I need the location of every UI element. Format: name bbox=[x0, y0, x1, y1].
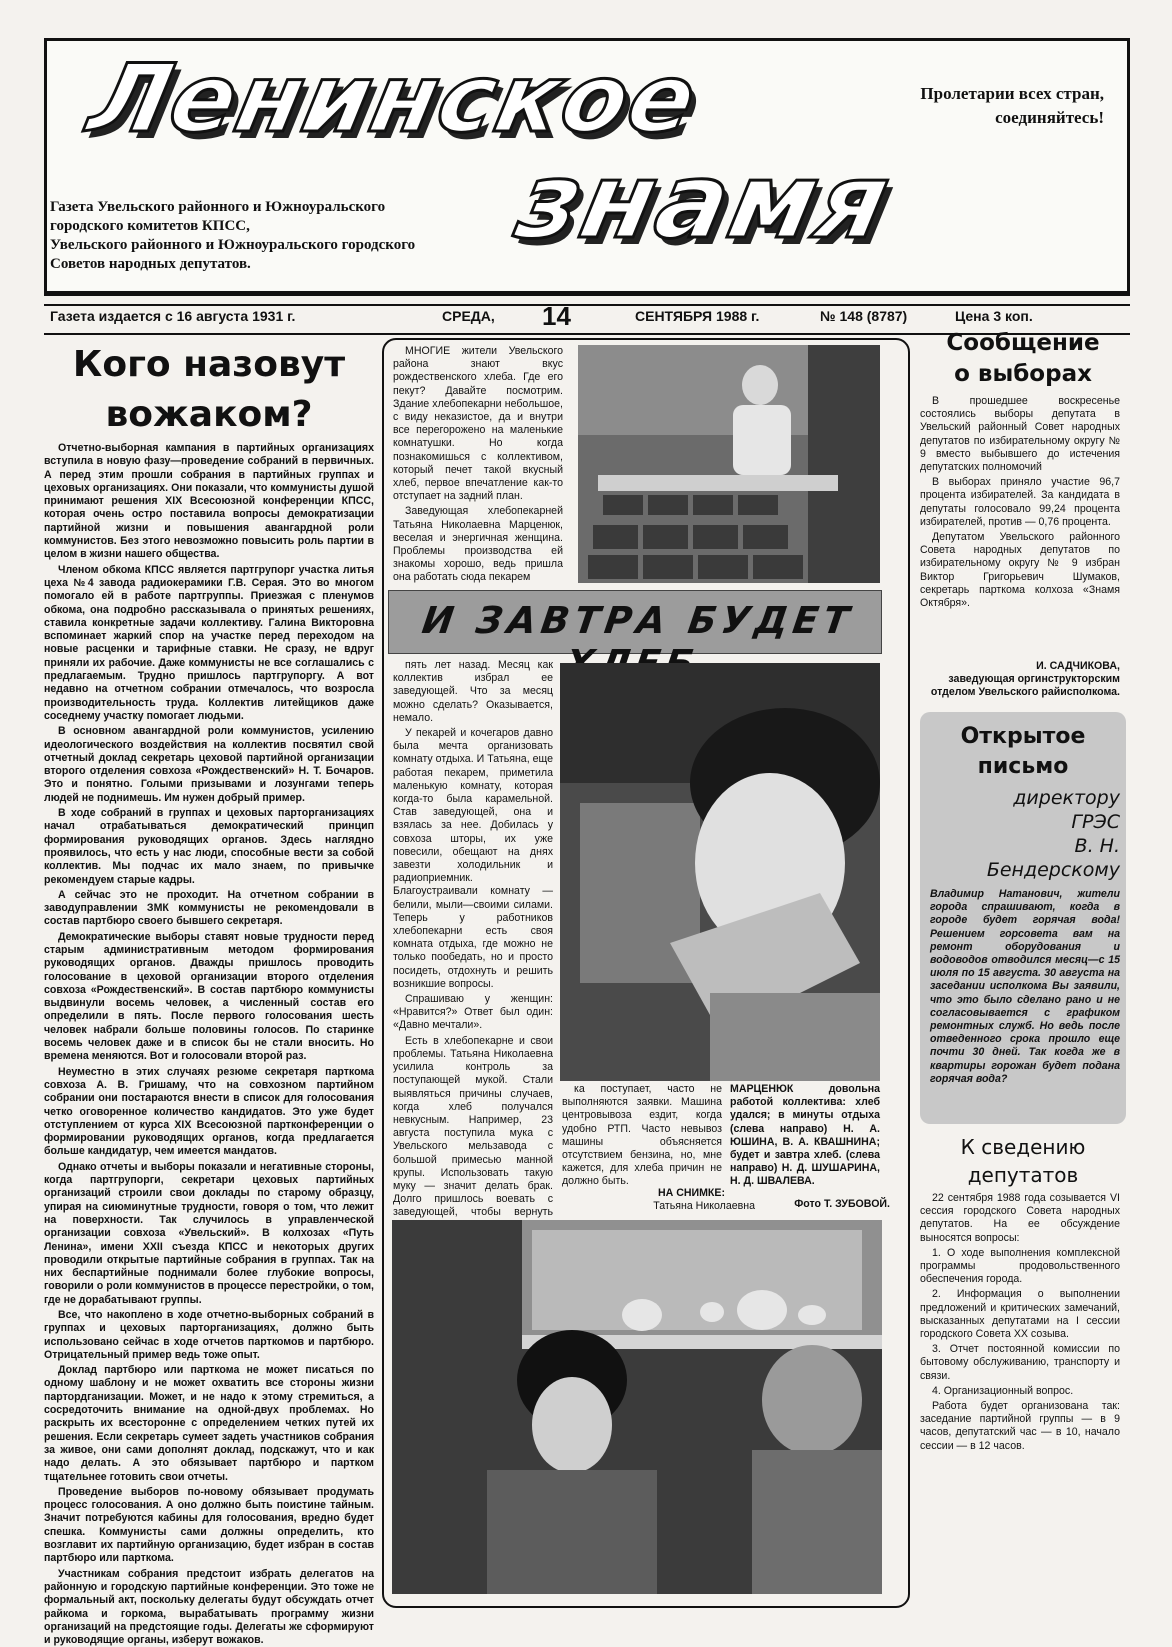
paragraph: Спрашиваю у женщин: «Нравится?» Ответ был один: «Давно мечтали». bbox=[393, 993, 553, 1032]
deputies-body bbox=[920, 1192, 1120, 1592]
newspaper-title-line1: Ленинское bbox=[80, 45, 708, 154]
paragraph: Доклад партбюро или парткома не может писаться по одному шаблону и не может охватить все стороны жизни партордганизации. Может, и не надо к этому стремиться, а сосредоточить внимание на одной-двух проблемах. Но раскрыть их всесторонне с определением четких путей их решения. Если секретарь сумеет задеть участников собрания за живое, они сами дополнят доклад, подскажут, что и как надо делать. А это обязывает партбюро и партком тщательнее готовить свои отчеты. bbox=[44, 1364, 374, 1483]
paragraph: А сейчас это не проходит. На отчетном собрании в заводуправлении ЗМК коммунисты не рекомендовали в состав партбюро своего бывшего секретаря. bbox=[44, 888, 374, 928]
paragraph: Есть в хлебопекарне и свои проблемы. Татьяна Николаевна усилила контроль за поступающей мукой. Стали выявляться причины случаев, когда хлеб получался невкусным. Например, 23 августа поступила мука с Увельского мельзавода с большой примесью манной крупы. Использовать такую муку — значит делать брак. Долго пришлось воевать с заведующей, чтобы вернуть bbox=[393, 1034, 553, 1219]
center-text-middle bbox=[393, 659, 553, 1219]
rest-room-photo bbox=[392, 1220, 882, 1594]
paragraph: Демократические выборы ставят новые трудности перед старым административным методом формирования руководящих органов. Дважды пришлось проводить голосование в цеховой организации второго отделения совхоза «Рождественский». В состав партбюро коммунисты выдвинули восемь человек, а численный состав его определили в пять. После первого голосования шесть человек набрали больше половины голосов. По старинке восемь человек даже и в список бы не стали вносить. Но времена меняются. Вот и голосовали второй раз. bbox=[44, 930, 374, 1063]
elections-body bbox=[920, 395, 1120, 645]
addressee-line: В. Н. bbox=[1074, 835, 1120, 857]
paragraph: 22 сентября 1988 года созывается VI сессия городского Совета народных депутатов. На ее обсуждение выносятся вопросы: bbox=[920, 1192, 1120, 1244]
paragraph: Участникам собрания предстоит избрать делегатов на районную и городскую партийные конференции. Это тоже не формальный акт, поскольку делегаты будут обсуждать отчет райкома и горкома, вырабатывать программу жизни организаций на предстоящие годы. Делегаты же сформируют и руководящие органы, изберут вожаков. bbox=[44, 1567, 374, 1647]
price: Цена 3 коп. bbox=[955, 308, 1033, 324]
bakery-photo bbox=[578, 345, 880, 583]
center-headline: И ЗАВТРА БУДЕТ bbox=[419, 599, 857, 642]
paragraph: МНОГИЕ жители Увельского района знают вкус рождественского хлеба. Где его пекут? Давайте посмотрим. Здание хлебопекарни небольшое, с виду неказистое, да и внутри все перегорожено на маленькие комнатушки. Но когда познакомишься с коллективом, который печет такой вкусный хлеб, первое впечатление как-то отступает на задний план. bbox=[393, 345, 563, 503]
publisher-line: Газета Увельского районного и Южноуральского bbox=[50, 199, 386, 215]
open-letter-addressee bbox=[920, 786, 1120, 882]
day-number: 14 bbox=[542, 301, 571, 331]
center-text-b2 bbox=[562, 1083, 722, 1191]
deputies-title bbox=[918, 1133, 1128, 1189]
paragraph: В прошедшее воскресенье состоялись выборы депутата в Увельский районный Совет народных депутатов по избирательному округу № 9 вместо выбывшего до истечения депутатских полномочий bbox=[920, 395, 1120, 474]
paragraph: Заведующая хлебопекарней Татьяна Николаевна Марценюк, веселая и энергичная женщина. Проблемы производства ей знакомы хорошо, ведь пришла она работать сюда пекарем bbox=[393, 505, 563, 584]
center-text-top bbox=[393, 345, 563, 585]
open-letter-body: Владимир Натанович, жители города спрашивают, когда в городе будет горячая вода! Решением горсовета вам на ремонт оборудования и водоводов отводился месяц—с 15 июля по 15 августа. 30 августа на заседании исполкома Вы заявили, что это было сделано рано и не согласовывается с графиком ремонтных служб. Но ведь после отведенного срока прошло еще почти 30 дней. Так когда же в квартиры горожан будет подана горячая вода? bbox=[930, 888, 1120, 1085]
publisher-line: Советов народных депутатов. bbox=[50, 256, 251, 272]
paragraph: Депутатом Увельского районного Совета народных депутатов по избирательному округу № 9 избран Виктор Григорьевич Шумаков, секретарь парткома колхоза «Знамя Октября». bbox=[920, 531, 1120, 610]
photo-caption: МАРЦЕНЮК довольна работой коллектива: хлеб удался; в минуты отдыха (слева направо) Н. А. ЮШИНА, В. А. КВАШНИНА; будет и завтра хлеб. (слева направо) Н. Д. ШУШАРИНА, Н. Д. ШВАЛЕВА. bbox=[730, 1083, 880, 1188]
paragraph: В выборах приняло участие 96,7 процента избирателей. За кандидата в депутаты голосовало 99,24 процента избирателей, против — 0,76 процента. bbox=[920, 476, 1120, 528]
center-headline-banner bbox=[388, 590, 882, 654]
paragraph: 1. О ходе выполнения комплексной программы продовольственного обеспечения города. bbox=[920, 1246, 1120, 1286]
deputies-title-line1: К сведению bbox=[960, 1135, 1086, 1159]
motto bbox=[920, 82, 1104, 130]
elections-signature: И. САДЧИКОВА, bbox=[1036, 660, 1120, 672]
photo-credit: Фото Т. ЗУБОВОЙ. bbox=[794, 1198, 890, 1210]
left-title-line1: Кого назовут bbox=[72, 344, 346, 385]
caption-label: НА СНИМКЕ: bbox=[657, 1187, 725, 1199]
paragraph: 3. Отчет постоянной комиссии по бытовому обслуживанию, транспорту и связи. bbox=[920, 1343, 1120, 1382]
open-letter-title-line1: Открытое bbox=[960, 724, 1086, 749]
paragraph: Работа будет организована так: заседание партийной группы — в 9 часов, депутатский час — в 10, начало сессии — в 12 часов. bbox=[920, 1400, 1120, 1452]
deputies-title-line2: депутатов bbox=[967, 1163, 1079, 1187]
paragraph: 4. Организационный вопрос. bbox=[932, 1384, 1074, 1397]
newspaper-title-line2: знамя bbox=[507, 140, 903, 262]
paragraph: В ходе собраний в группах и цеховых парторганизациях начал отрабатываться демократический принцип формирования руководящих органов. Здесь наглядно проявилось, что есть у нас люди, способные вести за собой коллектив. Мы подчас их мало знаем, по привычке рекомендуем старые кадры. bbox=[44, 807, 374, 886]
left-article-body bbox=[44, 442, 374, 1647]
paragraph: Однако отчеты и выборы показали и негативные стороны, когда партгрупорги, секретари цеховых партийных организаций строили свои доклады по старому образцу, упирая на сиюминутные трудности, говоря о том, что лежит на поверхности. Так случилось в управленческой организации совхоза «Увельский». В колхозах «Путь Ленина», имени XXII съезда КПСС и некоторых других проводили открытые партийные собрания в группах. Так на них беспартийные поднимали более глубокие вопросы, говорили о роли коммунистов в процессе перестройки, о том, где не дорабатывают группы. bbox=[44, 1160, 374, 1306]
left-article-title bbox=[44, 340, 374, 440]
woman-with-bread-photo bbox=[560, 663, 880, 1081]
weekday: СРЕДА, bbox=[442, 308, 495, 324]
publisher-line: Увельского районного и Южноуральского городского bbox=[50, 237, 416, 253]
caption-person: Татьяна Николаевна bbox=[653, 1200, 755, 1212]
elections-signature-role: заведующая оргинструкторским отделом Увельского райисполкома. bbox=[930, 673, 1120, 699]
elections-title-line2: о выборах bbox=[954, 361, 1092, 387]
paragraph: Проведение выборов по-новому обязывает продумать процесс голосования. А оно должно быть поистине тайным. Значит потребуются кабины для голосования, вредно будет спешка. Коммунисты сами должны определить, кто возглавит их партийную организацию, будет избран в состав партбюро или парткома. bbox=[44, 1485, 374, 1565]
paragraph: Неуместно в этих случаях резюме секретаря парткома совхоза А. В. Гришаму, что на совхозном партийном собрании они постараются внести в список для голосования четко оговоренное количество кандидатов. Это уже будет отступлением от курса XIX Всесоюзной партконференции о формировании руководящих органов, когда предлагается больше кандидатур, чем имеется мандатов. bbox=[44, 1065, 374, 1158]
paragraph: пять лет назад. Месяц как коллектив избрал ее заведующей. Что за месяц можно сделать? Оказывается, немало. bbox=[393, 659, 553, 724]
publisher-line: городского комитетов КПСС, bbox=[50, 218, 250, 234]
paragraph: У пекарей и кочегаров давно была мечта организовать комнату отдыха. И Татьяна, еще работая пекарем, приметила маленькую комнату, которая когда-то была карамельной. Став заведующей, она и взялась за нее. Добилась у совхоза шторы, их уже повесили, обещают на днях завезти холодильник и радиоприемник. Благоустраивали комнату — белили, мыли—своими силами. Теперь у работников хлебопекарни есть своя комната отдыха, где можно не только пообедать, но и просто посидеть, отдохнуть и решить возникшие вопросы. bbox=[393, 727, 553, 990]
open-letter-title-line2: письмо bbox=[977, 754, 1069, 779]
month-year: СЕНТЯБРЯ 1988 г. bbox=[635, 308, 760, 324]
motto-line2: соединяйтесь! bbox=[995, 108, 1104, 127]
addressee-line: директору bbox=[1013, 787, 1120, 809]
issue-number: № 148 (8787) bbox=[820, 308, 908, 324]
paragraph: ка поступает, часто не выполняются заявки. Машина центровывоза ездит, когда удобно РТП. Часто невывоз машины объясняется отсутствием бензина, но, мне кажется, для хлеба причин не должно быть. bbox=[562, 1083, 722, 1188]
elections-title-line1: Сообщение bbox=[946, 330, 1100, 356]
addressee-line: Бендерскому bbox=[986, 859, 1120, 881]
paragraph: Отчетно-выборная кампания в партийных организациях вступила в новую фазу—проведение собраний в первичных. А перед этим прошли собрания в партийных группах и цеховых организациях. Они показали, что коммунисты душой принимают решения XIX Всесоюзной конференции КПСС, которая очень остро поставила вопросы демократизации партийной жизни и повышения авангардной роли коммунистов. Без этого невозможно повысить роль партии в целом в жизни нашего общества. bbox=[44, 442, 374, 561]
paragraph: 2. Информация о выполнении предложений и критических замечаний, высказанных депутатами на I сессии городского Совета XX созыва. bbox=[920, 1288, 1120, 1341]
motto-line1: Пролетарии всех стран, bbox=[920, 84, 1104, 103]
left-title-line2: вожаком? bbox=[105, 394, 313, 435]
publisher-info bbox=[50, 198, 490, 274]
addressee-line: ГРЭС bbox=[1071, 811, 1120, 833]
elections-title bbox=[918, 328, 1128, 390]
paragraph: В основном авангардной роли коммунистов, усилению идеологического воздействия на коллектив посвятил свой отчетный доклад секретарь цеховой партийной организации второго отделения совхоза «Рождественский» Н. Т. Бочаров. Это и понятно. Голыми призывами и лозунгами теперь людей не поднимешь. Им нужен добрый пример. bbox=[44, 725, 374, 804]
paragraph: Членом обкома КПСС является партгрупорг участка литья цеха №4 завода радиокерамики Г.В. Серая. Это во многом помогало ей в работе партгруппы. Приезжая с пленумов обкома, она подробно рассказывала о принятых решениях, ставила конкретные задачи коллективу. Галина Викторовна вспоминает жаркий спор на участке перед переходом на новые расценки и тарифные ставки. Не сразу, не вдруг приняли их рабочие. Даже коммунисты не все соглашались с предлагаемым. Трудно пришлось партгрупоргу. А вот недавно на отчетном собрании отмечалось, что возросла производительность труда. Коллектив литейщиков даже соседнему участку помогает людьми. bbox=[44, 563, 374, 722]
since-date: Газета издается с 16 августа 1931 г. bbox=[50, 308, 296, 324]
open-letter-title bbox=[920, 722, 1126, 782]
paragraph: Все, что накоплено в ходе отчетно-выборных собраний в группах и цеховых парторганизациях, должно быть использовано сейчас в ходе отчетов парткомов и партбюро. Отрицательный пример ведь тоже опыт. bbox=[44, 1309, 374, 1361]
